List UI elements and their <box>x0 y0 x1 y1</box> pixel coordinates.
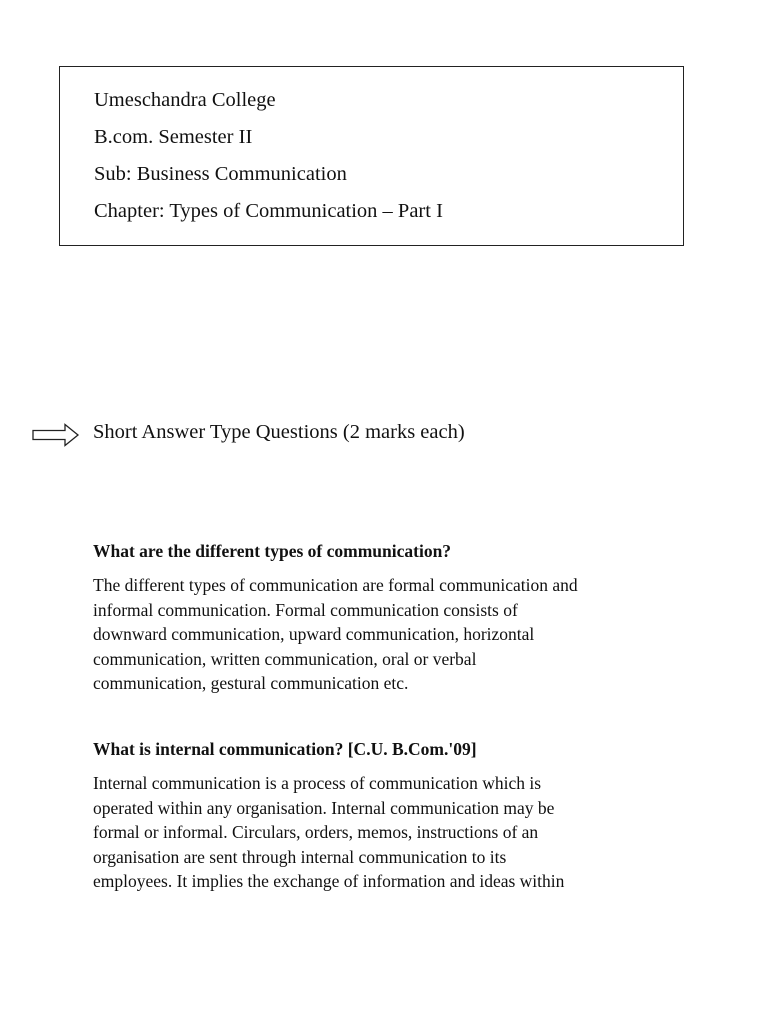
right-arrow-icon <box>32 423 80 447</box>
answer-line: Internal communication is a process of communication which is <box>93 773 542 793</box>
answer-line: operated within any organisation. Internal communication may be <box>93 797 555 818</box>
subject-name: Sub: Business Communication <box>94 163 347 185</box>
answer-line: communication, written communication, oral or verbal <box>93 648 477 669</box>
answer-line: The different types of communication are formal communication and <box>93 575 578 595</box>
college-name: Umeschandra College <box>94 89 276 111</box>
question-1: What are the different types of communication? <box>93 541 452 561</box>
question-2: What is internal communication? [C.U. B.Com.'09] <box>93 739 477 759</box>
header-box <box>59 66 684 246</box>
answer-1 <box>93 573 683 696</box>
course-name: B.com. Semester II <box>94 126 253 148</box>
section-heading: Short Answer Type Questions (2 marks each) <box>93 421 465 443</box>
answer-line: communication, gestural communication etc. <box>93 673 409 693</box>
answer-line: downward communication, upward communication, horizontal <box>93 624 535 644</box>
answer-line: formal or informal. Circulars, orders, memos, instructions of an <box>93 822 539 842</box>
answer-2 <box>93 771 683 894</box>
answer-line: informal communication. Formal communication consists of <box>93 599 518 620</box>
answer-line: organisation are sent through internal communication to its <box>93 846 507 867</box>
chapter-title: Chapter: Types of Communication – Part I <box>94 200 443 222</box>
answer-line: employees. It implies the exchange of information and ideas within <box>93 871 565 891</box>
